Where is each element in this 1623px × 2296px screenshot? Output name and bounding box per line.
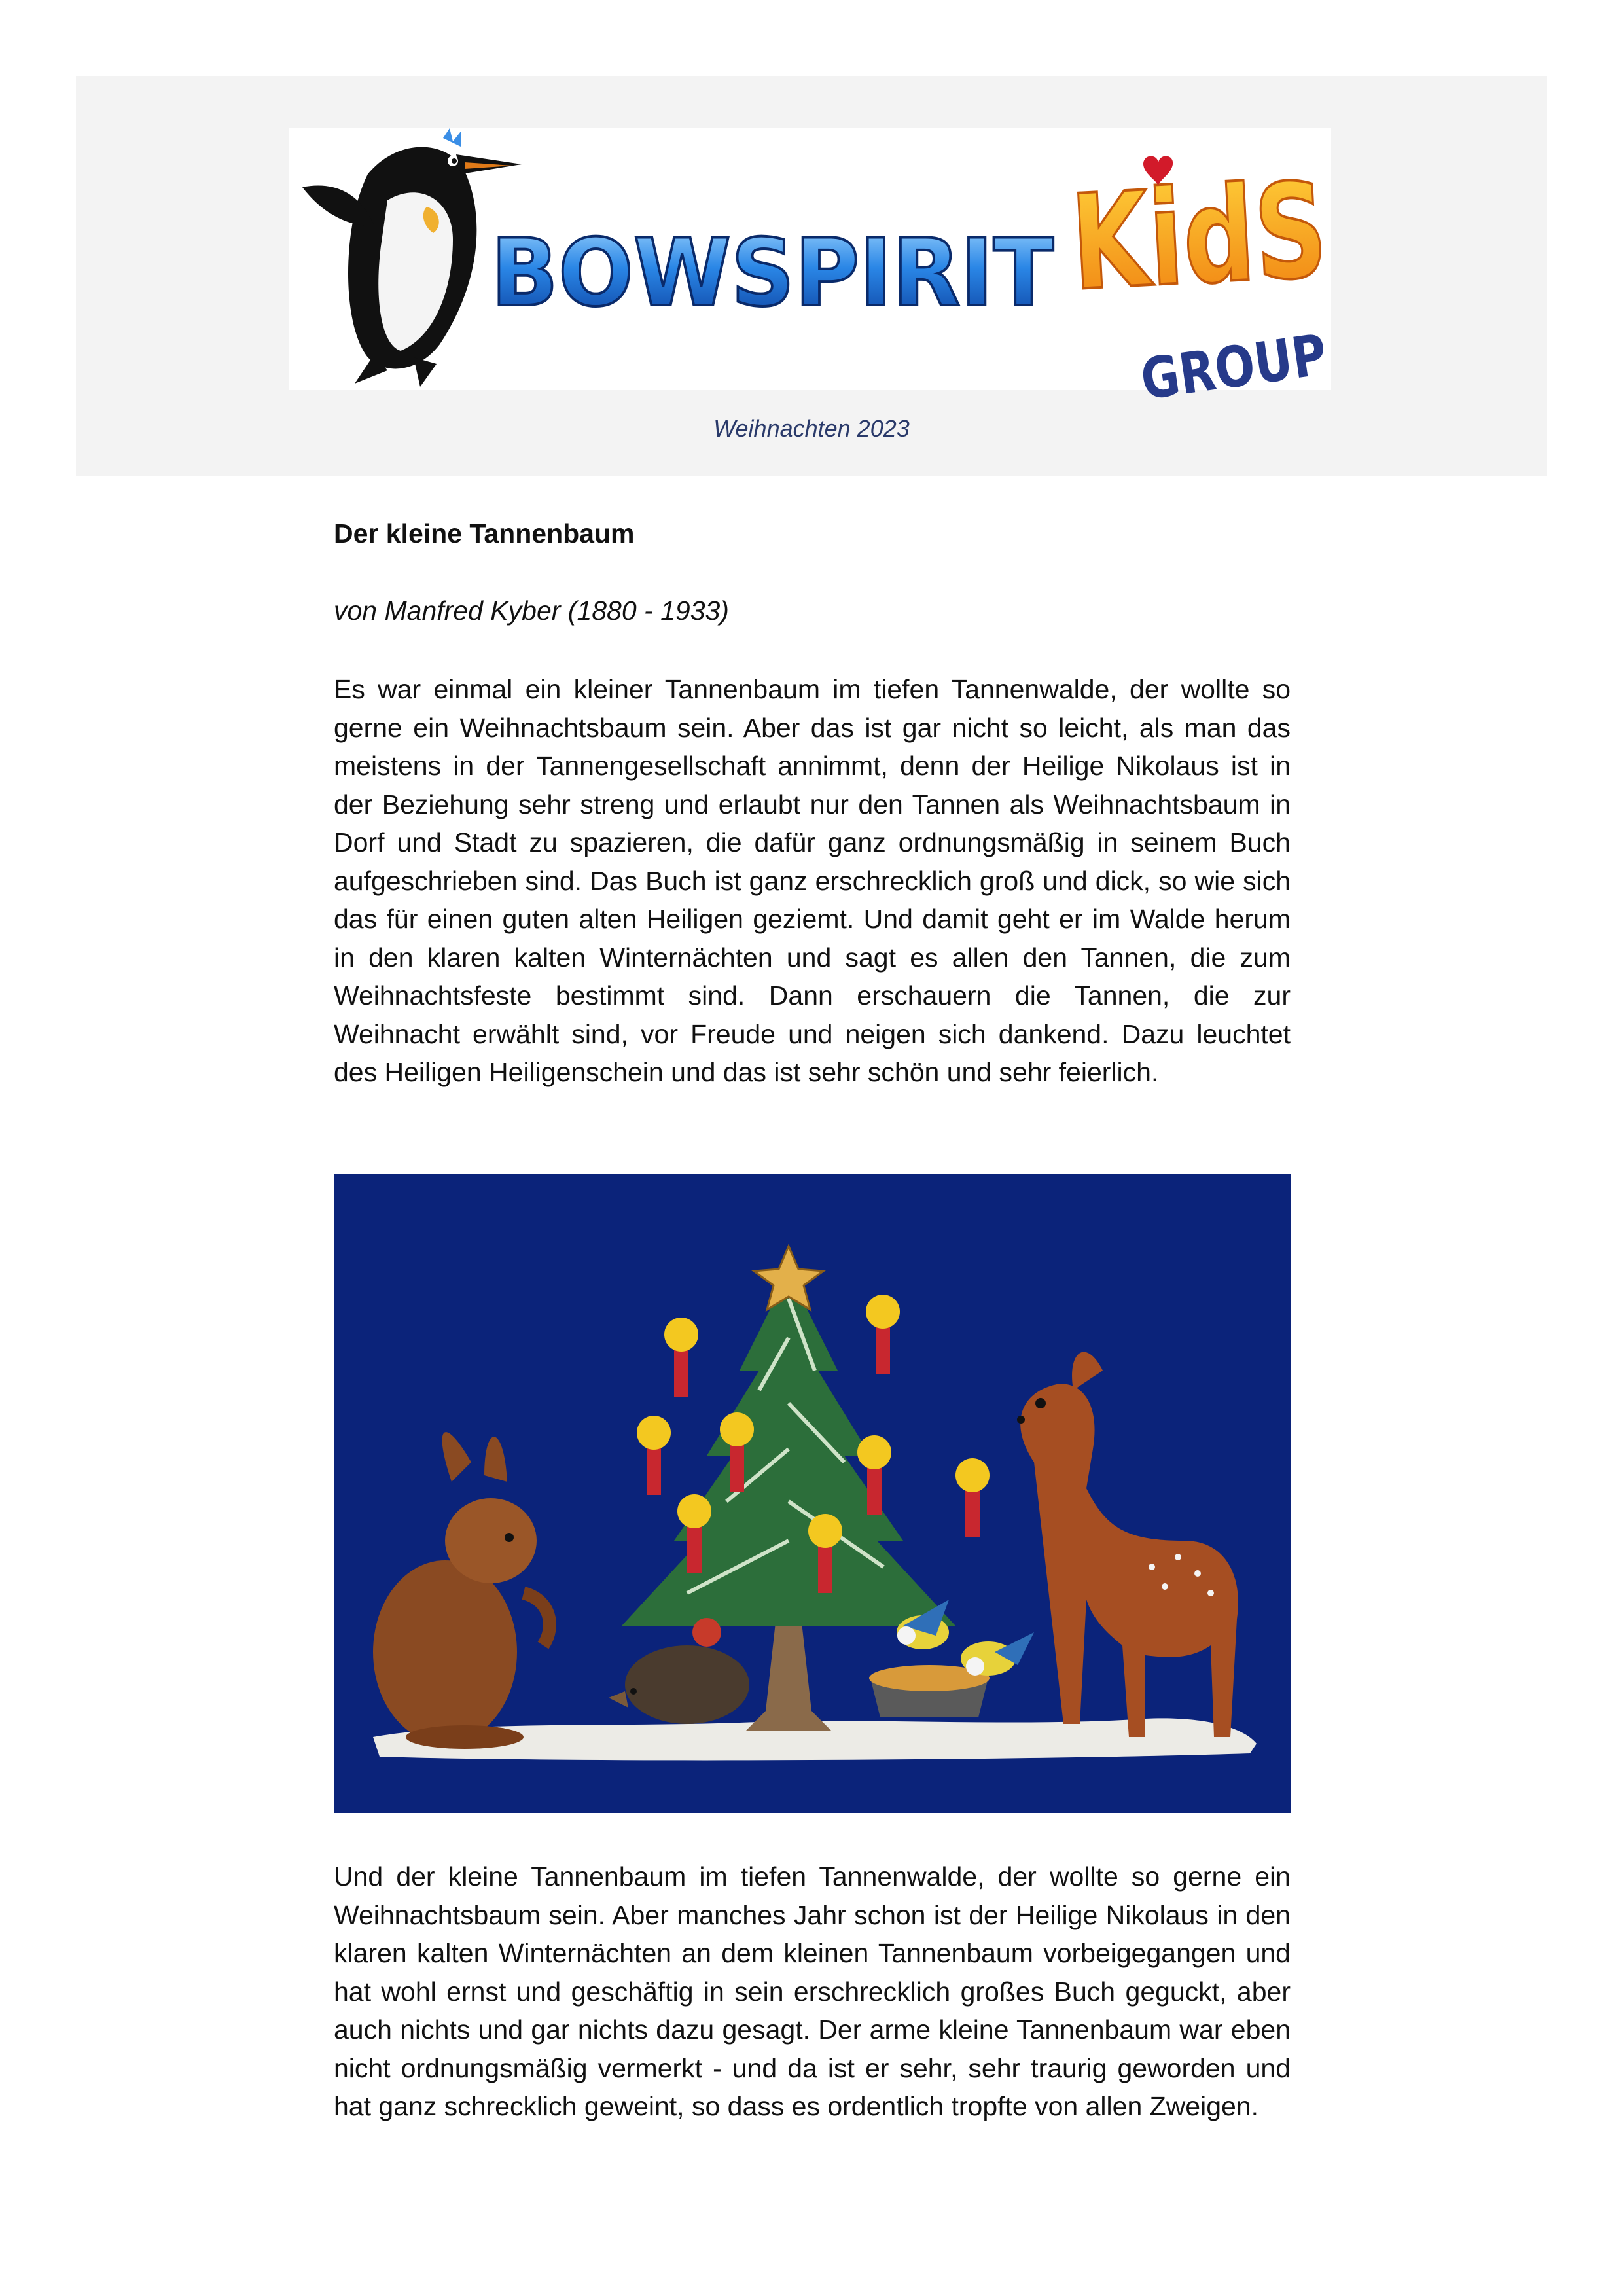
edition-label: Weihnachten 2023 bbox=[713, 415, 910, 442]
christmas-tree-illustration bbox=[334, 1174, 1291, 1813]
bowspirit-kids-group-logo bbox=[289, 128, 1410, 413]
hedgehog-icon bbox=[609, 1618, 749, 1724]
story-paragraph-2: Und der kleine Tannenbaum im tiefen Tannenwalde, der wollte so gerne ein Weihnachtsbaum sein. Aber manches Jahr schon ist der Heilige Nikolaus in den klaren kalten Winternächten an dem kleinen Tannenbaum vorbeigegangen und hat wohl ernst und geschäftig in sein erschrecklich großes Buch geguckt, aber auch nichts und gar nichts dazu gesagt. Der arme kleine Tannenbaum war eben nicht ordnungsmäßig vermerkt - und da ist er sehr, sehr traurig geworden und hat ganz schrecklich geweint, so dass es ordentlich tropfte von allen Zweigen. bbox=[334, 1861, 1291, 2121]
kids-wordmark: KidS bbox=[1067, 150, 1410, 321]
story-title: Der kleine Tannenbaum bbox=[334, 518, 635, 548]
story-paragraph-1: Es war einmal ein kleiner Tannenbaum im tiefen Tannenwalde, der wollte so gerne ein Weihnachtsbaum sein. Aber das ist gar nicht so leicht, als man das meistens in der Tannengesellschaft annimmt, denn der Heilige Nikolaus ist in der Beziehung sehr streng und erlaubt nur den Tannen als Weihnachtsbaum in Dorf und Stadt zu spazieren, die dafür ganz ordnungsmäßig in seinem Buch aufgeschrieben sind. Das Buch ist ganz erschrecklich groß und dick, so wie sich das für einen guten alten Heiligen geziemt. Und damit geht er im Walde herum in den klaren kalten Winternächten und sagt es allen den Tannen, die zum Weihnachtsfeste bestimmt sind. Dann erschauern die Tannen, die zur Weihnacht erwählt sind, vor Freude und neigen sich dankend. Dazu leuchtet des Heiligen Heiligenschein und das ist sehr schön und sehr feierlich. bbox=[334, 674, 1291, 1087]
deer-icon bbox=[1017, 1352, 1238, 1737]
penguin-icon bbox=[302, 128, 522, 387]
group-wordmark: GROUP bbox=[1137, 317, 1368, 413]
bowspirit-wordmark: BOWSPIRIT bbox=[491, 219, 1054, 327]
story-byline: von Manfred Kyber (1880 - 1933) bbox=[334, 596, 729, 626]
rabbit-icon bbox=[373, 1432, 550, 1749]
